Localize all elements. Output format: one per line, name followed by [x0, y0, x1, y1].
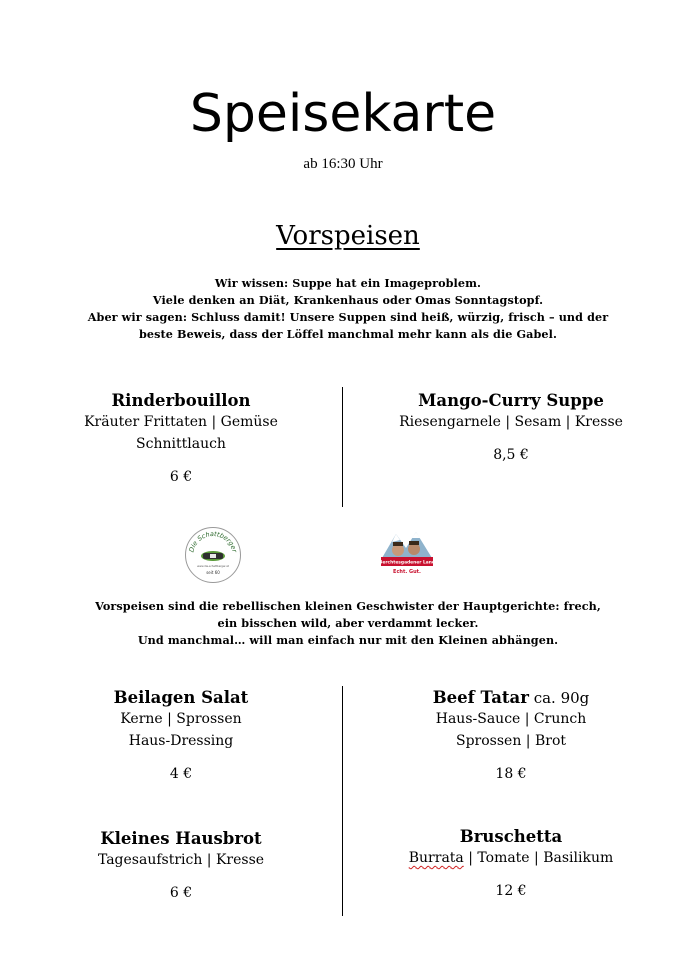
dish-ingredients: Riesengarnele | Sesam | Kresse	[399, 414, 623, 430]
dish-name: Beef Tatar	[432, 688, 529, 707]
section-title-text: Vorspeisen	[276, 221, 420, 251]
intro-line: beste Beweis, dass der Löffel manchmal mehr kann als die Gabel.	[139, 327, 557, 341]
spellcheck-word: Burrata	[408, 850, 464, 866]
opening-time: ab 16:30 Uhr	[303, 156, 383, 172]
berchtesgadener-land-logo	[378, 528, 436, 576]
dish-price: 12 €	[495, 883, 527, 899]
menu-item-beilagen-salat	[20, 688, 342, 782]
dish-ingredients: Schnittlauch	[136, 436, 226, 452]
dish-ingredients: Haus-Sauce | Crunch	[435, 711, 587, 727]
menu-item-beef-tatar	[346, 688, 676, 782]
logo-year: seit 60	[206, 570, 220, 575]
soup-intro	[30, 275, 666, 343]
dish-name: Kleines Hausbrot	[100, 829, 262, 848]
schattberger-logo-graphic	[184, 526, 242, 584]
intro-line: Wir wissen: Suppe hat ein Imageproblem.	[214, 276, 482, 290]
section-title	[0, 221, 686, 251]
dish-name-row	[346, 688, 676, 707]
dish-ingredients: Haus-Dressing	[128, 733, 234, 749]
logo-arc-text: Die Schattberger	[187, 529, 239, 554]
berchtesgadener-land-logo-graphic	[378, 528, 436, 576]
dish-price: 18 €	[495, 766, 527, 782]
logo-small-text: www.die-schattberger.at	[197, 565, 229, 568]
column-divider	[342, 686, 343, 916]
dish-ingredients-rest: | Tomate | Basilikum	[463, 850, 614, 866]
dish-price: 6 €	[169, 885, 193, 901]
schattberger-logo	[184, 526, 242, 584]
starters-intro	[30, 598, 666, 649]
intro-line: Aber wir sagen: Schluss damit! Unsere Suppen sind heiß, würzig, frisch – und der	[87, 310, 609, 324]
dish-name: Rinderbouillon	[111, 391, 251, 410]
dish-ingredients: Tagesaufstrich | Kresse	[97, 852, 265, 868]
dish-ingredients: Kräuter Frittaten | Gemüse	[84, 414, 278, 430]
dish-portion: ca. 90g	[528, 689, 590, 707]
logo-banner-text: Berchtesgadener Land	[379, 560, 435, 566]
intro-line: Und manchmal… will man einfach nur mit den Kleinen abhängen.	[137, 633, 559, 647]
dish-price: 4 €	[169, 766, 193, 782]
page-title: Speisekarte	[189, 84, 497, 144]
dish-ingredients: Kerne | Sprossen	[120, 711, 242, 727]
column-divider	[342, 387, 343, 507]
dish-price: 6 €	[169, 469, 193, 485]
dish-ingredients	[346, 847, 676, 869]
menu-item-kleines-hausbrot	[20, 829, 342, 901]
menu-item-bruschetta	[346, 827, 676, 899]
intro-line: Viele denken an Diät, Krankenhaus oder Omas Sonntagstopf.	[152, 293, 544, 307]
menu-item-rinderbouillon	[20, 391, 342, 485]
dish-name: Beilagen Salat	[113, 688, 249, 707]
intro-line: Vorspeisen sind die rebellischen kleinen Geschwister der Hauptgerichte: frech,	[95, 599, 601, 613]
dish-ingredients: Sprossen | Brot	[456, 733, 566, 749]
dish-name: Bruschetta	[459, 827, 563, 846]
dish-price: 8,5 €	[493, 447, 529, 463]
intro-line: ein bisschen wild, aber verdammt lecker.	[217, 616, 479, 630]
menu-item-mango-curry-suppe	[346, 391, 676, 463]
logo-tagline: Echt. Gut.	[393, 569, 421, 575]
dish-name: Mango-Curry Suppe	[418, 391, 604, 410]
